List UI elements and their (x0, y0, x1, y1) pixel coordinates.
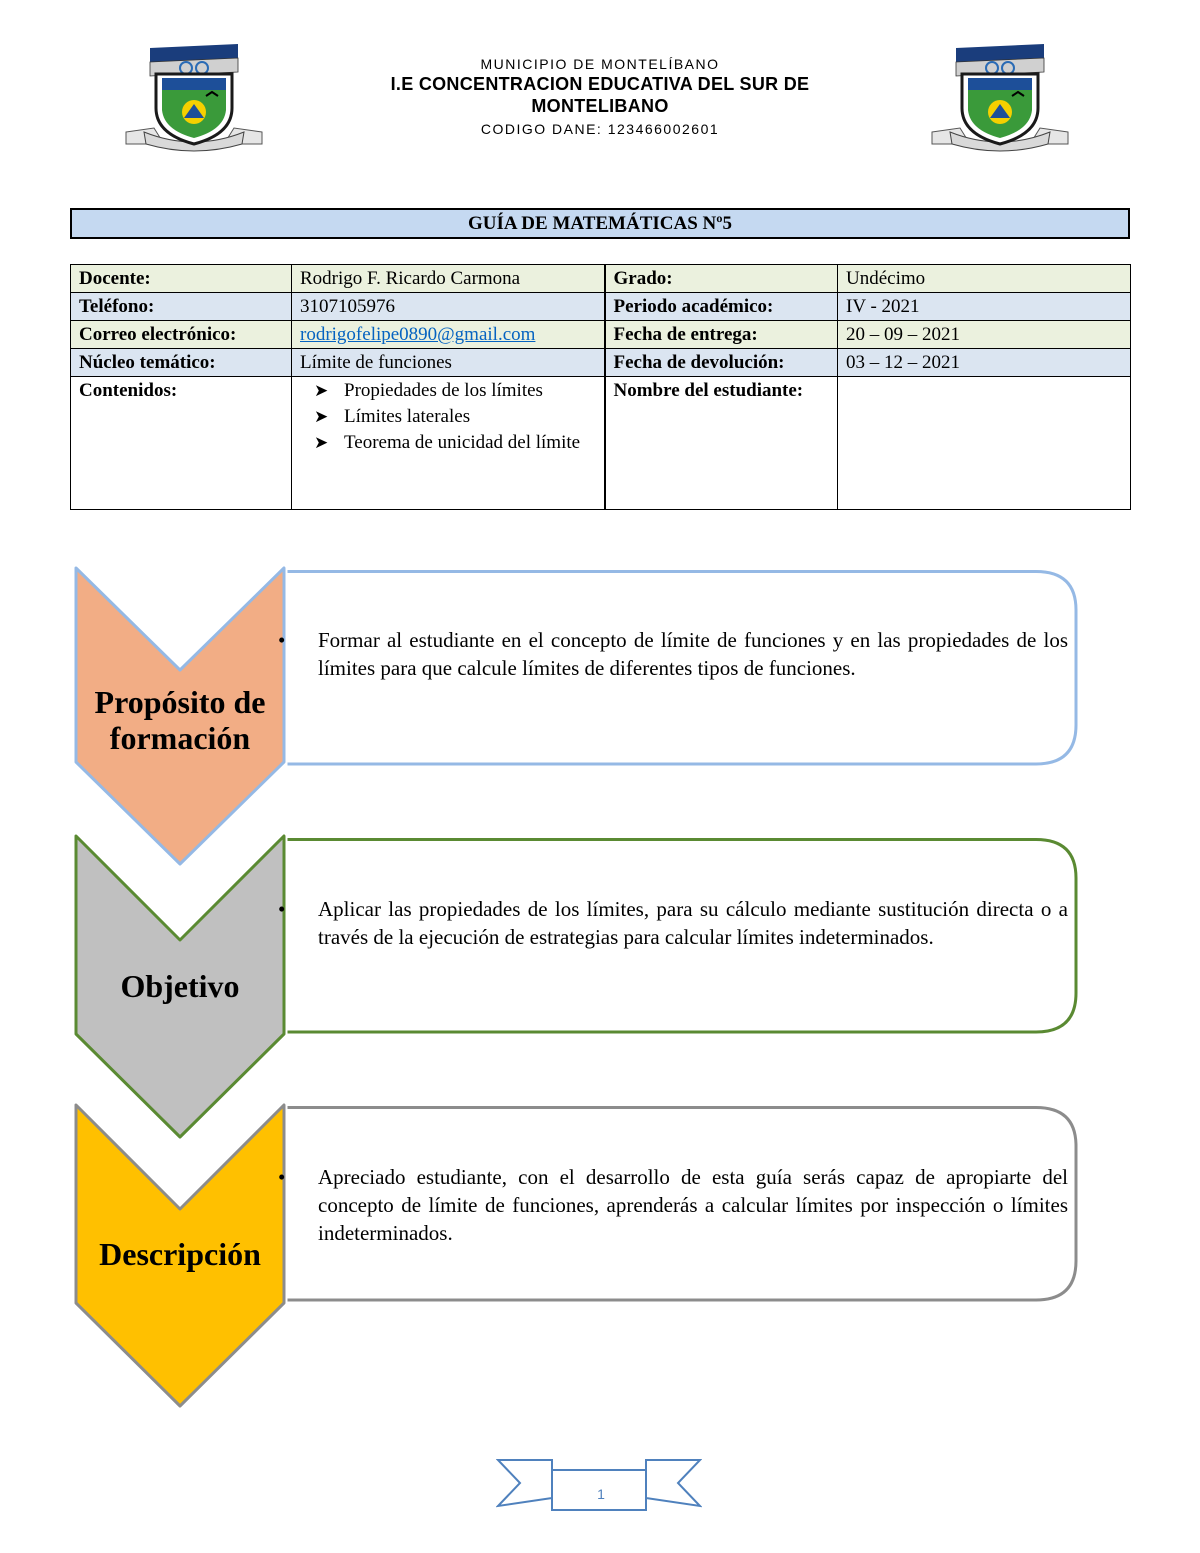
table-row (71, 321, 1131, 349)
school-name: I.E CONCENTRACION EDUCATIVA DEL SUR DE (390, 74, 810, 94)
table-row (71, 293, 1131, 321)
telefono-value: 3107105976 (292, 293, 605, 321)
nucleo-label: Núcleo temático: (71, 349, 292, 377)
correo-label: Correo electrónico: (71, 321, 292, 349)
arrow-bullet-icon: ➤ (314, 433, 329, 452)
docente-label: Docente: (71, 265, 292, 293)
bullet-icon: • (278, 628, 286, 652)
nucleo-value: Límite de funciones (292, 349, 605, 377)
correo-cell (292, 321, 605, 349)
table-row (71, 265, 1131, 293)
guide-title: GUÍA DE MATEMÁTICAS Nº5 (70, 208, 1130, 239)
list-item: ➤ Teorema de unicidad del límite (344, 430, 596, 456)
nombre-value[interactable] (838, 377, 1131, 510)
arrow-bullet-icon: ➤ (314, 407, 329, 426)
table-row (71, 377, 1131, 510)
list-item: ➤ Límites laterales (344, 404, 596, 430)
list-item: ➤ Propiedades de los límites (344, 378, 596, 404)
description-title: Descripción (99, 1236, 261, 1272)
dane-code: CODIGO DANE: 123466002601 (480, 121, 720, 137)
page-number-ribbon (496, 1456, 702, 1512)
bullet-icon: • (278, 897, 286, 921)
municipality: MUNICIPIO DE MONTELÍBANO (480, 56, 720, 72)
school-header (300, 56, 900, 139)
devolucion-label: Fecha de devolución: (605, 349, 838, 377)
periodo-label: Periodo académico: (605, 293, 838, 321)
nombre-label: Nombre del estudiante: (605, 377, 838, 510)
school-crest-icon (930, 40, 1070, 155)
objective-title: Objetivo (120, 968, 240, 1004)
bullet-icon: • (278, 1165, 286, 1189)
table-row (71, 349, 1131, 377)
entrega-value: 20 – 09 – 2021 (838, 321, 1131, 349)
page-number: 1 (597, 1486, 605, 1502)
grado-label: Grado: (605, 265, 838, 293)
docente-value: Rodrigo F. Ricardo Carmona (292, 265, 605, 293)
purpose-text: • Formar al estudiante en el concepto de límite de funciones y en las propiedades de los límites para que calcule límites de diferentes tipos de funciones. (278, 628, 1068, 680)
contenidos-label: Contenidos: (71, 377, 292, 510)
periodo-value: IV - 2021 (838, 293, 1131, 321)
contenidos-cell (292, 377, 605, 510)
entrega-label: Fecha de entrega: (605, 321, 838, 349)
email-link[interactable]: rodrigofelipe0890@gmail.com (300, 324, 536, 345)
description-text: • Apreciado estudiante, con el desarrollo de esta guía serás capaz de apropiarte del concepto de límite de funciones, aprenderás a calcular límites por inspección o límites indeterminados. (278, 1165, 1068, 1245)
devolucion-value: 03 – 12 – 2021 (838, 349, 1131, 377)
grado-value: Undécimo (838, 265, 1131, 293)
objective-text: • Aplicar las propiedades de los límites, para su cálculo mediante sustitución directa o a través de la ejecución de estrategias para calcular límites indeterminados. (278, 897, 1068, 949)
contents-list (300, 378, 596, 456)
school-crest-icon (124, 40, 264, 155)
purpose-title: Propósito de formación (94, 684, 266, 756)
arrow-bullet-icon: ➤ (314, 381, 329, 400)
telefono-label: Teléfono: (71, 293, 292, 321)
info-table (70, 264, 1131, 510)
school-name-cont: MONTELIBANO (531, 96, 669, 116)
